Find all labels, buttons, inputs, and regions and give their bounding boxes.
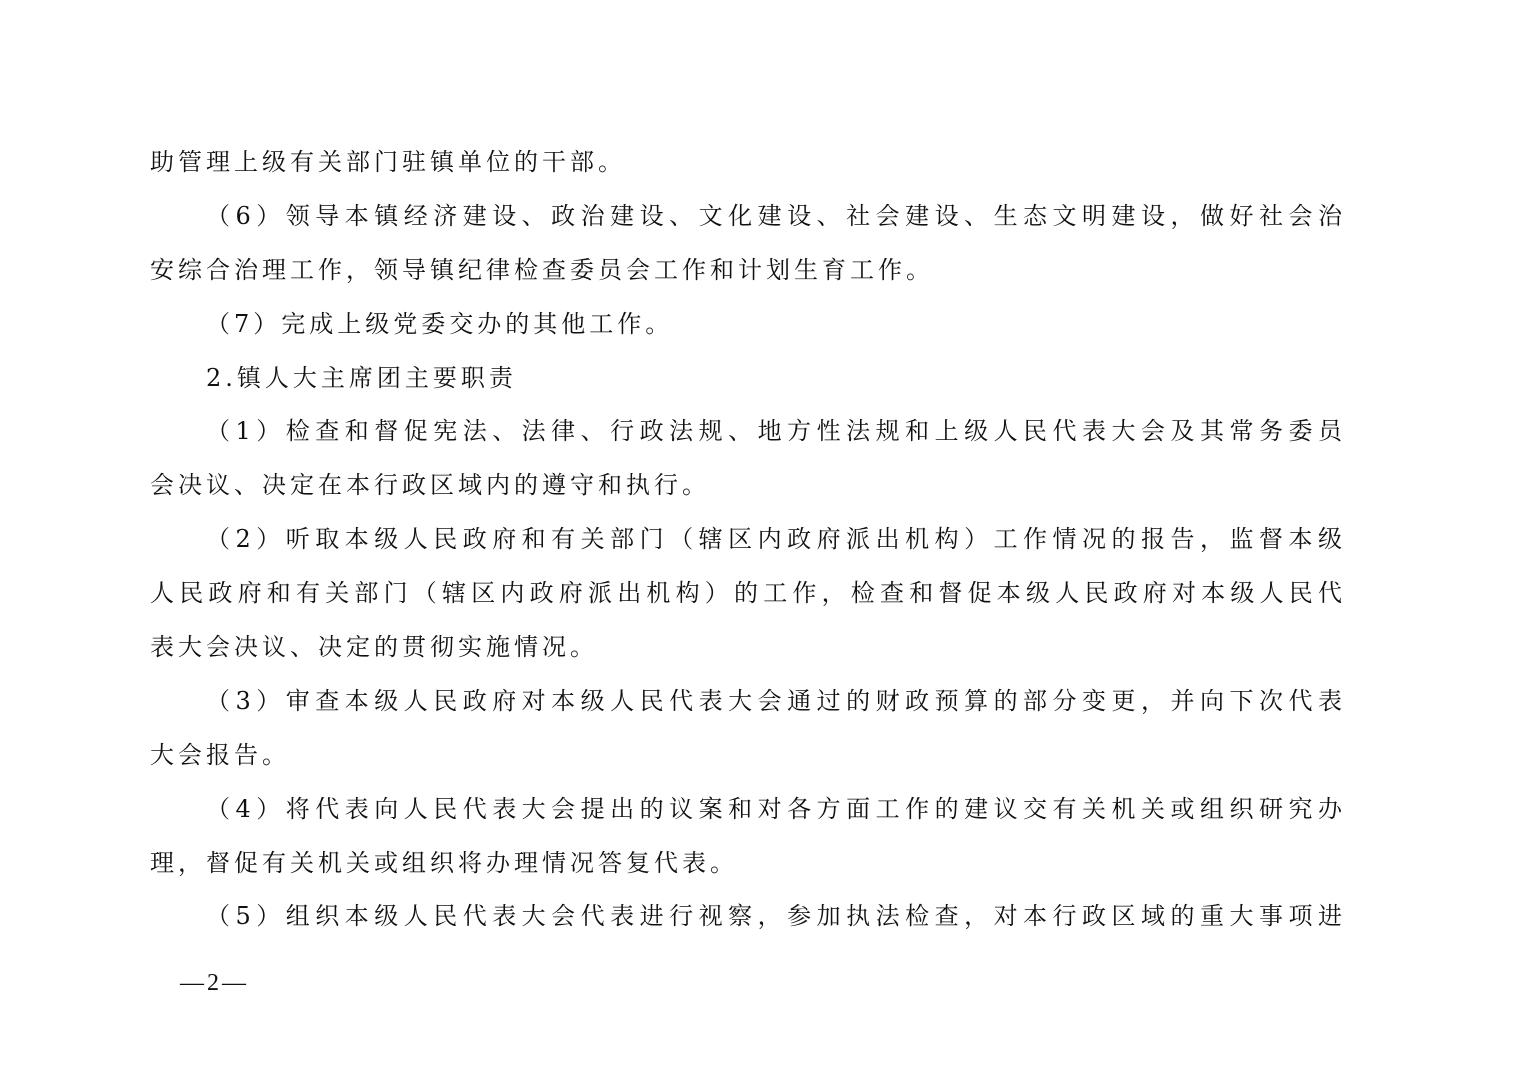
paragraph-continued: [150, 136, 1346, 190]
paragraph-item-4: [150, 783, 1346, 891]
text-line: （1）检查和督促宪法、法律、行政法规、地方性法规和上级人民代表大会及其常务委员: [206, 417, 1346, 446]
text-line: 助管理上级有关部门驻镇单位的干部。: [150, 148, 626, 176]
text-line: （7）完成上级党委交办的其他工作。: [206, 309, 674, 338]
text-line: （3）审查本级人民政府对本级人民代表大会通过的财政预算的部分变更，并向下次代表: [206, 686, 1346, 715]
text-line: 大会报告。: [150, 740, 290, 769]
paragraph-item-2: [150, 513, 1346, 675]
section-heading-paragraph: [150, 352, 1346, 406]
text-line: 表大会决议、决定的贯彻实施情况。: [150, 633, 598, 662]
paragraph-item-7: [150, 298, 1346, 352]
text-line: 人民政府和有关部门（辖区内政府派出机构）的工作，检查和督促本级人民政府对本级人民代: [150, 579, 1346, 608]
text-line: （2）听取本级人民政府和有关部门（辖区内政府派出机构）工作情况的报告，监督本级: [206, 525, 1346, 554]
text-line: 理，督促有关机关或组织将办理情况答复代表。: [150, 848, 738, 877]
paragraph-item-6: [150, 190, 1346, 298]
section-heading: 2.镇人大主席团主要职责: [206, 363, 517, 392]
page-number: —2—: [180, 970, 249, 996]
text-line: （5）组织本级人民代表大会代表进行视察，参加执法检查，对本行政区域的重大事项进: [206, 902, 1346, 931]
paragraph-item-3: [150, 675, 1346, 783]
text-line: （4）将代表向人民代表大会提出的议案和对各方面工作的建议交有关机关或组织研究办: [206, 794, 1346, 823]
document-body: [150, 136, 1346, 944]
paragraph-item-1: [150, 405, 1346, 513]
text-line: （6）领导本镇经济建设、政治建设、文化建设、社会建设、生态文明建设，做好社会治: [206, 201, 1346, 230]
text-line: 会决议、决定在本行政区域内的遵守和执行。: [150, 471, 710, 500]
text-line: 安综合治理工作，领导镇纪律检查委员会工作和计划生育工作。: [150, 255, 934, 284]
paragraph-item-5: [150, 890, 1346, 944]
